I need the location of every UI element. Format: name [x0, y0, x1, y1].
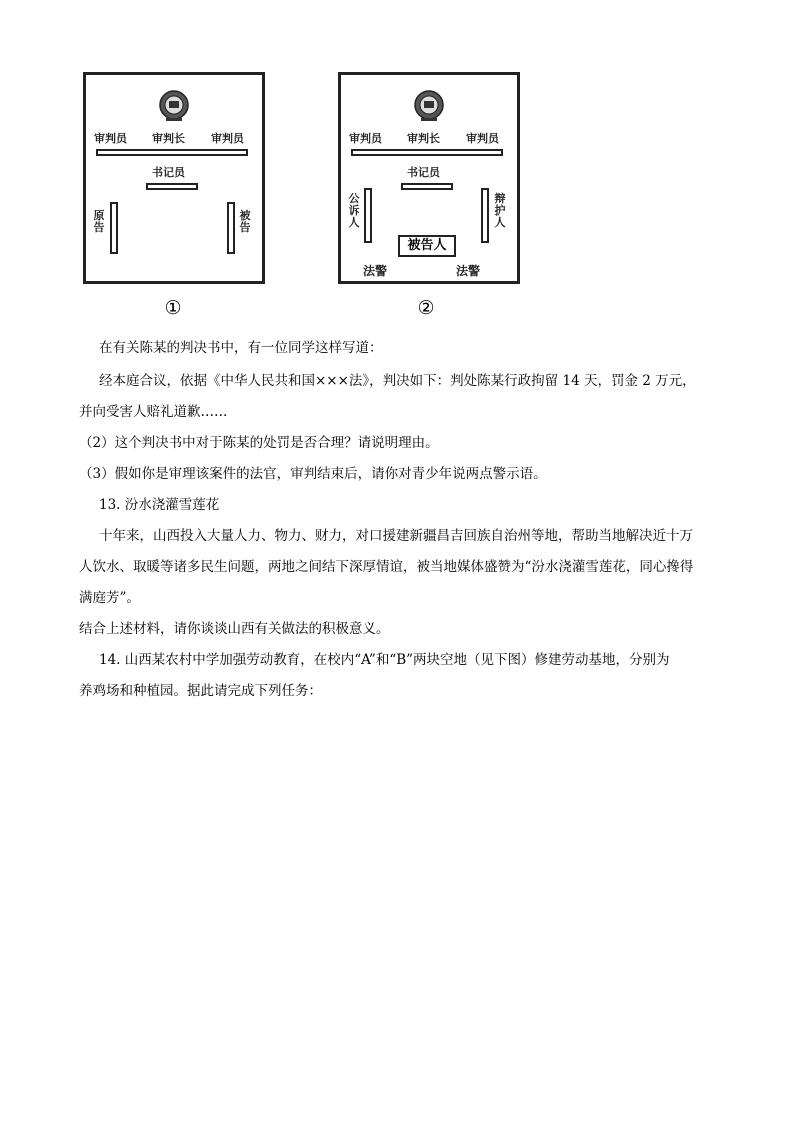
diagram-1-number: ① [164, 297, 182, 319]
prosecutor-desk [364, 188, 372, 243]
defendant-label: 被告 [239, 209, 251, 234]
clerk-desk [401, 183, 453, 190]
court-layout-diagram-1 [83, 72, 265, 284]
paragraph-judgment-2: 并向受害人赔礼道歉…… [79, 404, 228, 420]
question-3: （3）假如你是审理该案件的法官，审判结束后，请你对青少年说两点警示语。 [79, 466, 547, 482]
question-13-title: 13. 汾水浇灌雪莲花 [99, 497, 220, 513]
chief-judge-label: 审判长 [407, 132, 440, 145]
paragraph-judgment-1: 经本庭合议，依据《中华人民共和国×××法》，判决如下：判处陈某行政拘留 14 天，罚金 2 万元， [99, 373, 696, 389]
judge-left-label: 审判员 [349, 132, 382, 145]
bailiff-left-label: 法警 [363, 264, 388, 278]
question-14-line-1: 14. 山西某农村中学加强劳动教育，在校内“A”和“B”两块空地（见下图）修建劳动基地，分别为 [99, 652, 670, 668]
clerk-label: 书记员 [152, 166, 185, 179]
paragraph-intro: 在有关陈某的判决书中，有一位同学这样写道： [99, 340, 383, 356]
judge-right-label: 审判员 [211, 132, 244, 145]
national-emblem-icon [412, 89, 446, 123]
material-line-3: 满庭芳”。 [79, 590, 140, 606]
defender-desk [481, 188, 489, 243]
judges-bench [96, 149, 248, 156]
question-2: （2）这个判决书中对于陈某的处罚是否合理？请说明理由。 [79, 435, 439, 451]
material-line-2: 人饮水、取暖等诸多民生问题，两地之间结下深厚情谊，被当地媒体盛赞为“汾水浇灌雪莲花，同心搀得 [79, 559, 694, 575]
question-13-prompt: 结合上述材料，请你谈谈山西有关做法的积极意义。 [79, 621, 390, 637]
question-14-line-2: 养鸡场和种植园。据此请完成下列任务： [79, 683, 322, 699]
national-emblem-icon [157, 89, 191, 123]
judge-left-label: 审判员 [94, 132, 127, 145]
plaintiff-label: 原告 [93, 209, 105, 234]
prosecutor-label: 公诉人 [348, 192, 360, 229]
bailiff-right-label: 法警 [456, 264, 481, 278]
defender-label: 辩护人 [494, 192, 506, 229]
judges-bench [351, 149, 503, 156]
clerk-desk [146, 183, 198, 190]
court-layout-diagram-2 [338, 72, 520, 284]
accused-box: 被告人 [398, 235, 456, 257]
chief-judge-label: 审判长 [152, 132, 185, 145]
plaintiff-desk [110, 202, 118, 254]
judge-right-label: 审判员 [466, 132, 499, 145]
defendant-desk [227, 202, 235, 254]
material-line-1: 十年来，山西投入大量人力、物力、财力，对口援建新疆昌吉回族自治州等地，帮助当地解决近十万 [99, 528, 693, 544]
clerk-label: 书记员 [407, 166, 440, 179]
diagram-2-number: ② [417, 297, 435, 319]
